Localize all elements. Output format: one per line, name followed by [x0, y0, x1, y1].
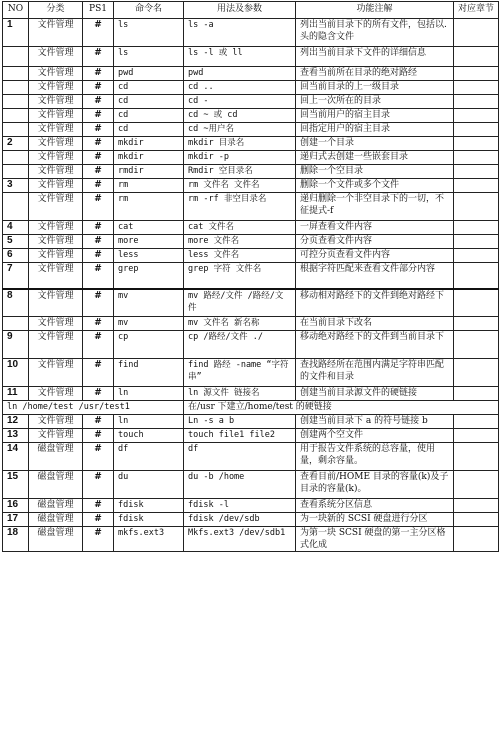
command-name-cell: ls [114, 19, 184, 47]
prompt-cell: # [83, 151, 114, 165]
command-name-cell: fdisk [114, 499, 184, 513]
table-row [3, 471, 499, 499]
category-cell: 文件管理 [29, 331, 83, 359]
chapter-cell [454, 331, 499, 359]
row-number [3, 193, 29, 221]
description-cell: 列出当前目录下的所有文件，包括以.头的隐含文件 [296, 19, 454, 47]
command-name-cell: fdisk [114, 513, 184, 527]
description-cell: 查看目前/HOME 目录的容量(k)及子目录的容量(k)。 [296, 471, 454, 499]
prompt-cell: # [83, 95, 114, 109]
chapter-cell [454, 47, 499, 67]
usage-cell: mkdir 目录名 [184, 137, 296, 151]
category-cell: 文件管理 [29, 179, 83, 193]
category-cell: 磁盘管理 [29, 513, 83, 527]
usage-cell: du -b /home [184, 471, 296, 499]
category-cell: 文件管理 [29, 429, 83, 443]
command-name-cell: mkdir [114, 137, 184, 151]
table-header-row [3, 2, 499, 19]
description-cell: 分页查看文件内容 [296, 235, 454, 249]
chapter-cell [454, 429, 499, 443]
usage-cell: rm -rf 非空目录名 [184, 193, 296, 221]
usage-cell: find 路经 -name “字符串” [184, 359, 296, 387]
table-row [3, 165, 499, 179]
usage-cell: mv 文件名 新名称 [184, 317, 296, 331]
row-number: 12 [3, 415, 29, 429]
category-cell: 文件管理 [29, 67, 83, 81]
chapter-cell [454, 317, 499, 331]
row-number: 4 [3, 221, 29, 235]
category-cell: 文件管理 [29, 289, 83, 317]
category-cell: 文件管理 [29, 221, 83, 235]
table-row [3, 499, 499, 513]
description-cell: 查看当前所在目录的绝对路经 [296, 67, 454, 81]
table-row [3, 415, 499, 429]
prompt-cell: # [83, 471, 114, 499]
table-row [3, 109, 499, 123]
usage-cell: less 文件名 [184, 249, 296, 263]
category-cell: 文件管理 [29, 249, 83, 263]
usage-cell: Rmdir 空目录名 [184, 165, 296, 179]
row-number: 17 [3, 513, 29, 527]
command-name-cell: rm [114, 193, 184, 221]
row-number: 11 [3, 387, 29, 401]
description-cell: 移动相对路经下的文件到绝对路经下 [296, 289, 454, 317]
row-number: 8 [3, 289, 29, 317]
row-number: 6 [3, 249, 29, 263]
category-cell: 文件管理 [29, 109, 83, 123]
chapter-cell [454, 179, 499, 193]
prompt-cell: # [83, 499, 114, 513]
row-number [3, 165, 29, 179]
command-table [2, 1, 499, 552]
category-cell: 文件管理 [29, 151, 83, 165]
prompt-cell: # [83, 331, 114, 359]
table-row [3, 137, 499, 151]
prompt-cell: # [83, 513, 114, 527]
column-header: 功能注解 [296, 2, 454, 19]
chapter-cell [454, 137, 499, 151]
row-number [3, 95, 29, 109]
usage-cell: touch file1 file2 [184, 429, 296, 443]
description-cell: 回当前用户的宿主目录 [296, 109, 454, 123]
table-row [3, 527, 499, 552]
category-cell: 文件管理 [29, 137, 83, 151]
chapter-cell [454, 249, 499, 263]
example-command: ln /home/test /usr/test1 [3, 401, 184, 415]
command-name-cell: cd [114, 109, 184, 123]
prompt-cell: # [83, 123, 114, 137]
description-cell: 为一块新的 SCSI 硬盘进行分区 [296, 513, 454, 527]
category-cell: 磁盘管理 [29, 471, 83, 499]
example-span-row [3, 401, 499, 415]
description-cell: 删除一个空目录 [296, 165, 454, 179]
command-name-cell: touch [114, 429, 184, 443]
column-header: 命令名 [114, 2, 184, 19]
category-cell: 文件管理 [29, 19, 83, 47]
command-name-cell: more [114, 235, 184, 249]
category-cell: 磁盘管理 [29, 499, 83, 513]
description-cell: 在当前目录下改名 [296, 317, 454, 331]
chapter-cell [454, 19, 499, 47]
row-number: 13 [3, 429, 29, 443]
command-name-cell: cat [114, 221, 184, 235]
usage-cell: ls -a [184, 19, 296, 47]
usage-cell: cd ~ 或 cd [184, 109, 296, 123]
row-number: 16 [3, 499, 29, 513]
table-row [3, 331, 499, 359]
description-cell: 回指定用户的宿主目录 [296, 123, 454, 137]
chapter-cell [454, 109, 499, 123]
usage-cell: Mkfs.ext3 /dev/sdb1 [184, 527, 296, 552]
prompt-cell: # [83, 527, 114, 552]
command-name-cell: find [114, 359, 184, 387]
table-row [3, 513, 499, 527]
usage-cell: fdisk -l [184, 499, 296, 513]
row-number: 15 [3, 471, 29, 499]
category-cell: 文件管理 [29, 165, 83, 179]
description-cell: 移动绝对路经下的文件到当前目录下 [296, 331, 454, 359]
description-cell: 递归式去创建一些嵌套目录 [296, 151, 454, 165]
chapter-cell [454, 95, 499, 109]
row-number [3, 109, 29, 123]
table-row [3, 317, 499, 331]
table-row [3, 151, 499, 165]
chapter-cell [454, 513, 499, 527]
category-cell: 文件管理 [29, 263, 83, 289]
example-description: 在/usr 下建立/home/test 的硬链接 [184, 401, 499, 415]
usage-cell: cp /路经/文件 ./ [184, 331, 296, 359]
command-name-cell: rm [114, 179, 184, 193]
table-row [3, 289, 499, 317]
usage-cell: more 文件名 [184, 235, 296, 249]
chapter-cell [454, 471, 499, 499]
row-number: 14 [3, 443, 29, 471]
column-header: PS1 [83, 2, 114, 19]
prompt-cell: # [83, 249, 114, 263]
chapter-cell [454, 499, 499, 513]
usage-cell: cd - [184, 95, 296, 109]
prompt-cell: # [83, 19, 114, 47]
command-name-cell: cd [114, 95, 184, 109]
table-row [3, 263, 499, 289]
chapter-cell [454, 387, 499, 401]
table-row [3, 47, 499, 67]
category-cell: 文件管理 [29, 359, 83, 387]
usage-cell: cat 文件名 [184, 221, 296, 235]
usage-cell: cd ~用户名 [184, 123, 296, 137]
table-row [3, 19, 499, 47]
category-cell: 文件管理 [29, 415, 83, 429]
command-name-cell: du [114, 471, 184, 499]
table-body [3, 19, 499, 552]
table-row [3, 193, 499, 221]
chapter-cell [454, 443, 499, 471]
category-cell: 文件管理 [29, 123, 83, 137]
description-cell: 可控分页查看文件内容 [296, 249, 454, 263]
command-name-cell: ln [114, 387, 184, 401]
chapter-cell [454, 221, 499, 235]
usage-cell: rm 文件名 文件名 [184, 179, 296, 193]
row-number: 1 [3, 19, 29, 47]
table-row [3, 123, 499, 137]
chapter-cell [454, 359, 499, 387]
category-cell: 磁盘管理 [29, 443, 83, 471]
category-cell: 文件管理 [29, 387, 83, 401]
chapter-cell [454, 289, 499, 317]
row-number [3, 47, 29, 67]
table-row [3, 429, 499, 443]
command-name-cell: mkfs.ext3 [114, 527, 184, 552]
description-cell: 删除一个文件或多个文件 [296, 179, 454, 193]
command-name-cell: mv [114, 317, 184, 331]
table-row [3, 249, 499, 263]
description-cell: 一屏查看文件内容 [296, 221, 454, 235]
description-cell: 创建当前目录下 a 的符号链接 b [296, 415, 454, 429]
table-row [3, 443, 499, 471]
chapter-cell [454, 81, 499, 95]
category-cell: 磁盘管理 [29, 527, 83, 552]
command-name-cell: mkdir [114, 151, 184, 165]
chapter-cell [454, 527, 499, 552]
column-header: 对应章节 [454, 2, 499, 19]
prompt-cell: # [83, 165, 114, 179]
usage-cell: df [184, 443, 296, 471]
row-number: 9 [3, 331, 29, 359]
usage-cell: ln 源文件 链接名 [184, 387, 296, 401]
description-cell: 查找路经所在范围内满足字符串匹配的文件和目录 [296, 359, 454, 387]
chapter-cell [454, 165, 499, 179]
description-cell: 递归删除一个非空目录下的一切，不征提式-f [296, 193, 454, 221]
chapter-cell [454, 235, 499, 249]
chapter-cell [454, 67, 499, 81]
command-name-cell: cd [114, 81, 184, 95]
command-name-cell: ls [114, 47, 184, 67]
row-number: 2 [3, 137, 29, 151]
description-cell: 查看系统分区信息 [296, 499, 454, 513]
usage-cell: mv 路经/文件 /路经/文件 [184, 289, 296, 317]
column-header: 用法及参数 [184, 2, 296, 19]
row-number: 18 [3, 527, 29, 552]
prompt-cell: # [83, 137, 114, 151]
table-row [3, 235, 499, 249]
prompt-cell: # [83, 359, 114, 387]
command-name-cell: grep [114, 263, 184, 289]
prompt-cell: # [83, 47, 114, 67]
description-cell: 创建一个目录 [296, 137, 454, 151]
prompt-cell: # [83, 289, 114, 317]
chapter-cell [454, 151, 499, 165]
table-row [3, 81, 499, 95]
table-row [3, 221, 499, 235]
row-number: 5 [3, 235, 29, 249]
row-number [3, 123, 29, 137]
table-row [3, 179, 499, 193]
column-header: 分类 [29, 2, 83, 19]
usage-cell: Ln -s a b [184, 415, 296, 429]
usage-cell: cd .. [184, 81, 296, 95]
category-cell: 文件管理 [29, 95, 83, 109]
prompt-cell: # [83, 221, 114, 235]
usage-cell: ls -l 或 ll [184, 47, 296, 67]
chapter-cell [454, 415, 499, 429]
row-number [3, 151, 29, 165]
usage-cell: pwd [184, 67, 296, 81]
usage-cell: mkdir -p [184, 151, 296, 165]
row-number [3, 67, 29, 81]
category-cell: 文件管理 [29, 47, 83, 67]
chapter-cell [454, 193, 499, 221]
category-cell: 文件管理 [29, 317, 83, 331]
row-number: 7 [3, 263, 29, 289]
usage-cell: grep 字符 文件名 [184, 263, 296, 289]
prompt-cell: # [83, 235, 114, 249]
command-name-cell: mv [114, 289, 184, 317]
description-cell: 创建两个空文件 [296, 429, 454, 443]
row-number [3, 81, 29, 95]
description-cell: 创建当前目录源文件的硬链接 [296, 387, 454, 401]
chapter-cell [454, 123, 499, 137]
column-header: NO [3, 2, 29, 19]
table-row [3, 359, 499, 387]
category-cell: 文件管理 [29, 193, 83, 221]
prompt-cell: # [83, 179, 114, 193]
row-number: 10 [3, 359, 29, 387]
category-cell: 文件管理 [29, 81, 83, 95]
description-cell: 用于报告文件系统的总容量，使用量，剩余容量。 [296, 443, 454, 471]
prompt-cell: # [83, 81, 114, 95]
table-row [3, 95, 499, 109]
command-name-cell: rmdir [114, 165, 184, 179]
prompt-cell: # [83, 263, 114, 289]
row-number [3, 317, 29, 331]
command-name-cell: cd [114, 123, 184, 137]
description-cell: 列出当前目录下文件的详细信息 [296, 47, 454, 67]
description-cell: 根据字符匹配来查看文件部分内容 [296, 263, 454, 289]
prompt-cell: # [83, 67, 114, 81]
command-name-cell: cp [114, 331, 184, 359]
command-name-cell: df [114, 443, 184, 471]
description-cell: 回上一次所在的目录 [296, 95, 454, 109]
prompt-cell: # [83, 443, 114, 471]
description-cell: 为第一块 SCSI 硬盘的第一主分区格式化成 [296, 527, 454, 552]
prompt-cell: # [83, 429, 114, 443]
command-name-cell: pwd [114, 67, 184, 81]
category-cell: 文件管理 [29, 235, 83, 249]
prompt-cell: # [83, 109, 114, 123]
prompt-cell: # [83, 317, 114, 331]
description-cell: 回当前目录的上一级目录 [296, 81, 454, 95]
table-row [3, 67, 499, 81]
chapter-cell [454, 263, 499, 289]
command-name-cell: ln [114, 415, 184, 429]
command-name-cell: less [114, 249, 184, 263]
prompt-cell: # [83, 415, 114, 429]
prompt-cell: # [83, 387, 114, 401]
prompt-cell: # [83, 193, 114, 221]
usage-cell: fdisk /dev/sdb [184, 513, 296, 527]
table-row [3, 387, 499, 401]
row-number: 3 [3, 179, 29, 193]
